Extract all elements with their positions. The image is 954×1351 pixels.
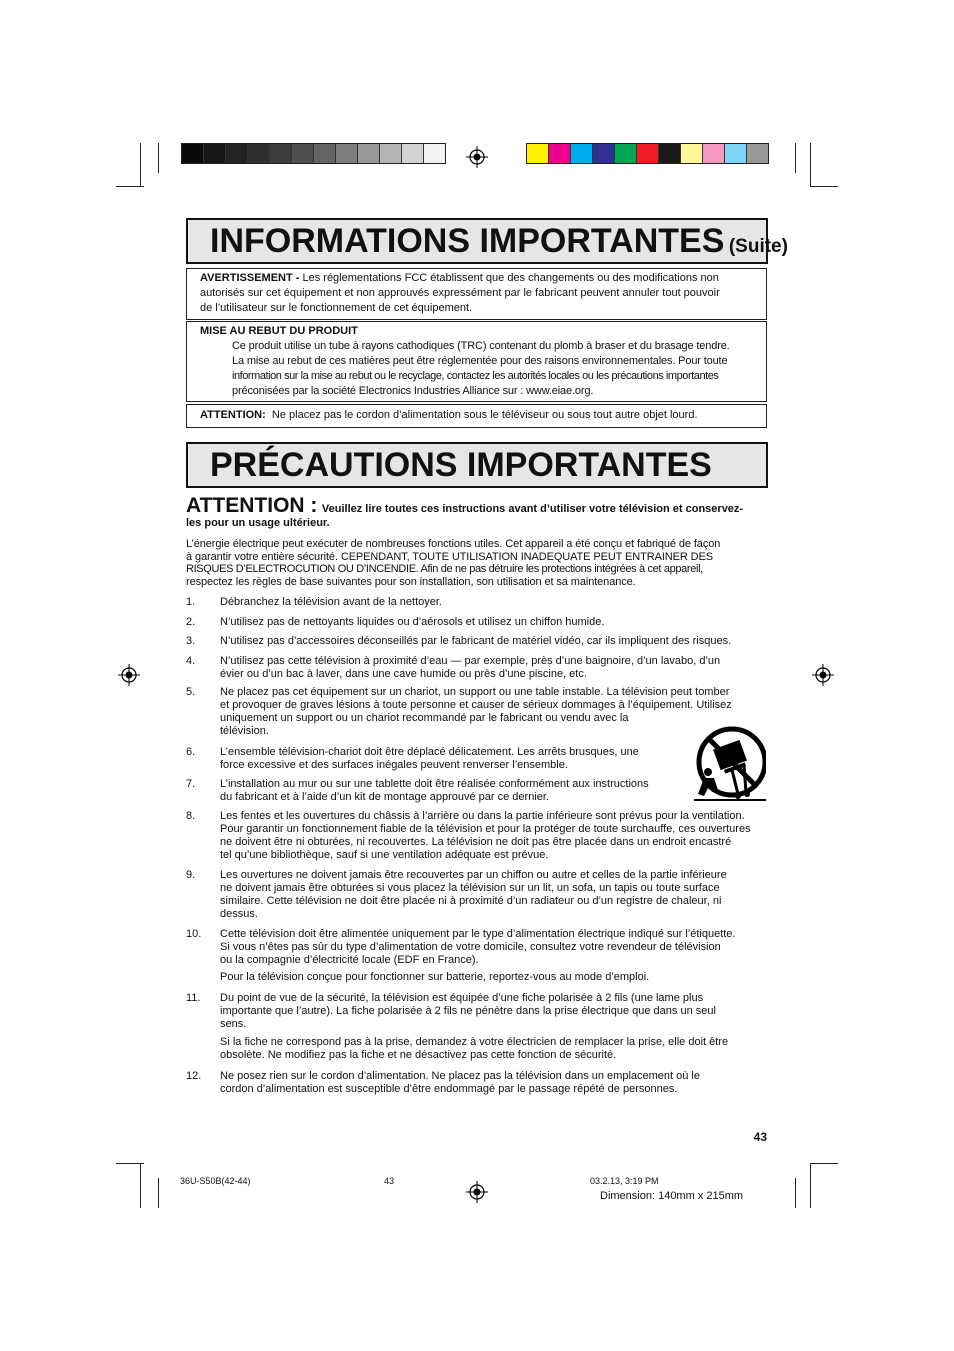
warning-label: AVERTISSEMENT - <box>200 272 300 284</box>
list-item-line: Ne posez rien sur le cordon d’alimentation. Ne placez pas la télévision dans un emplacement où le <box>220 1070 700 1082</box>
intro-line: RISQUES D’ELECTROCUTION OU D’INCENDIE. Afin de ne pas détruire les protections intégrées à cet appareil, <box>186 563 703 575</box>
warning-text: autorisés sur cet équipement et non approuvés expressément par le fabricant peuvent annuler tout pouvoir <box>200 287 720 299</box>
color-swatch <box>402 144 424 163</box>
color-swatch <box>226 144 248 163</box>
crop-mark <box>140 1163 141 1208</box>
color-swatch <box>725 144 747 163</box>
list-item-text <box>220 635 731 648</box>
section-header-informations <box>186 218 788 264</box>
list-item-text <box>220 971 649 984</box>
color-swatch <box>182 144 204 163</box>
color-swatch <box>380 144 402 163</box>
list-item-number: 9. <box>186 869 196 881</box>
list-item-text <box>220 655 720 681</box>
list-item-text <box>220 616 604 629</box>
color-swatch <box>336 144 358 163</box>
page-number: 43 <box>753 1130 767 1144</box>
crop-mark <box>116 186 144 187</box>
color-swatch <box>571 144 593 163</box>
list-item-line: Si la fiche ne correspond pas à la prise, demandez à votre électricien de remplacer la prise, elle doit être <box>220 1036 729 1048</box>
color-swatch <box>549 144 571 163</box>
crop-mark <box>810 186 838 187</box>
warning-text: de l’utilisateur sur le fonctionnement de cet équipement. <box>200 302 473 314</box>
intro-line: L’énergie électrique peut exécuter de nombreuses fonctions utiles. Cet appareil a été conçu et fabriqué de façon <box>186 538 721 550</box>
list-item-text <box>220 746 639 772</box>
registration-mark-icon <box>118 664 140 686</box>
list-item-line: Pour la télévision conçue pour fonctionner sur batterie, reportez-vous au mode d’emploi. <box>220 971 650 983</box>
color-swatch <box>527 144 549 163</box>
disposal-text: Ce produit utilise un tube à rayons cathodiques (TRC) contenant du plomb à braser et du brasage tendre. <box>232 340 730 352</box>
list-item-line: ne doivent jamais être obturées si vous placez la télévision sur un lit, un sofa, un tapis ou toute surface <box>220 882 720 894</box>
color-swatch <box>358 144 380 163</box>
disposal-text: préconisées par la société Electronics Industries Alliance sur : www.eiae.org. <box>232 385 594 397</box>
list-item-number: 2. <box>186 616 196 628</box>
list-item-text <box>220 1070 700 1096</box>
list-item-line: évier ou d’un bac à laver, dans une cave humide ou près d’une piscine, etc. <box>220 668 587 680</box>
list-item-text <box>220 596 442 609</box>
section-title: PRÉCAUTIONS IMPORTANTES <box>210 446 712 484</box>
disposal-text: information sur la mise au rebut ou le recyclage, contactez les autorités locales ou les précautions importantes <box>232 370 719 382</box>
attention-heading-text: Veuillez lire toutes ces instructions avant d’utiliser votre télévision et conservez- <box>321 503 744 515</box>
color-swatch <box>615 144 637 163</box>
attention-text: Ne placez pas le cordon d’alimentation sous le téléviseur ou sous tout autre objet lourd. <box>271 409 698 421</box>
list-item-number: 5. <box>186 686 196 698</box>
list-item-line: Du point de vue de la sécurité, la télévision est équipée d’une fiche polarisée à 2 fils (une lame plus <box>220 992 704 1004</box>
color-swatch <box>270 144 292 163</box>
list-item-text <box>220 1036 728 1062</box>
footer-document-code: 36U-S50B(42-44) <box>180 1176 251 1186</box>
attention-box <box>186 404 767 428</box>
crop-mark <box>795 1178 796 1208</box>
list-item-line: N’utilisez pas d’accessoires déconseillés par le fabricant de matériel vidéo, car ils impliquent des risques. <box>220 635 732 647</box>
list-item-line: ne doivent être ni obturées, ni recouvertes. La télévision ne doit pas être placée dans un endroit encastré <box>220 836 732 848</box>
list-item-line: force excessive et des surfaces inégales peuvent renverser l’ensemble. <box>220 759 568 771</box>
list-item-number: 4. <box>186 655 196 667</box>
list-item-line: Pour garantir un fonctionnement fiable de la télévision et pour la protéger de toute surchauffe, ces ouvertures <box>220 823 751 835</box>
list-item-line: Cette télévision doit être alimentée uniquement par le type d’alimentation électrique indiqué sur l’étiquette. <box>220 928 736 940</box>
list-item-text <box>220 686 732 738</box>
list-item-line: N’utilisez pas de nettoyants liquides ou d’aérosols et utilisez un chiffon humide. <box>220 616 605 628</box>
intro-paragraph <box>186 538 768 588</box>
color-calibration-bar <box>526 143 769 164</box>
crop-mark <box>158 143 159 173</box>
list-item-line: tel qu’une bibliothèque, sauf si une ventilation adéquate est prévue. <box>220 849 549 861</box>
fcc-warning-box <box>186 268 767 320</box>
list-item-line: et provoquer de graves lésions à toute personne et causer de sérieux dommages à l’équipement. Utilisez <box>220 699 732 711</box>
warning-text: Les réglementations FCC établissent que des changements ou des modifications non <box>302 272 719 284</box>
list-item-line: uniquement un support ou un chariot recommandé par le fabricant ou vendu avec la <box>220 712 629 724</box>
precautions-list <box>186 596 768 1101</box>
list-item-text <box>220 928 735 967</box>
attention-heading-text: les pour un usage ultérieur. <box>186 517 330 529</box>
list-item-line: télévision. <box>220 725 269 737</box>
section-title-suffix: (Suite) <box>728 236 788 257</box>
color-swatch <box>659 144 681 163</box>
intro-line: respectez les règles de base suivantes pour son installation, son utilisation et sa maintenance. <box>186 575 636 588</box>
registration-mark-icon <box>466 146 488 168</box>
list-item-line: obsolète. Ne modifiez pas la fiche et ne désactivez pas cette fonction de sécurité. <box>220 1049 617 1061</box>
list-item-line: Les ouvertures ne doivent jamais être recouvertes par un chiffon ou autre et celles de la partie inférieure <box>220 869 727 881</box>
color-swatch <box>681 144 703 163</box>
list-item-line: du fabricant et à l’aide d’un kit de montage approuvé par ce dernier. <box>220 791 549 803</box>
crop-mark <box>795 143 796 173</box>
crop-mark <box>158 1178 159 1208</box>
disposal-text: La mise au rebut de ces matières peut être réglementée pour des raisons environnementales. Pour toute <box>232 355 728 367</box>
crop-mark <box>140 143 141 186</box>
color-swatch <box>204 144 226 163</box>
color-swatch <box>593 144 615 163</box>
color-swatch <box>637 144 659 163</box>
section-header-precautions <box>186 442 768 488</box>
crop-mark <box>810 1163 838 1164</box>
section-title: INFORMATIONS IMPORTANTES <box>210 222 725 260</box>
list-item-number: 10. <box>186 928 202 940</box>
list-item-line: L’ensemble télévision-chariot doit être déplacé délicatement. Les arrêts brusques, une <box>220 746 639 758</box>
list-item-number: 11. <box>186 992 201 1004</box>
color-swatch <box>314 144 336 163</box>
list-item-number: 8. <box>186 810 196 822</box>
list-item-line: similaire. Cette télévision ne doit être placée ni à proximité d’un radiateur ou d’un registre de chaleur, ni <box>220 895 722 907</box>
list-item-line: L’installation au mur ou sur une tablette doit être réalisée conformément aux instructions <box>220 778 649 790</box>
list-item-line: sens. <box>220 1018 247 1030</box>
list-item-line: cordon d’alimentation est susceptible d’être endommagé par le passage répété de personnes. <box>220 1083 678 1095</box>
footer-dimension: Dimension: 140mm x 215mm <box>600 1190 744 1202</box>
list-item-number: 1. <box>186 596 196 608</box>
list-item-line: ou la compagnie d’électricité locale (EDF en France). <box>220 954 479 966</box>
color-swatch <box>424 144 445 163</box>
attention-heading <box>186 494 768 518</box>
disposal-label: MISE AU REBUT DU PRODUIT <box>200 325 358 337</box>
cart-tipover-warning-icon <box>694 724 766 804</box>
list-item-line: Débranchez la télévision avant de la nettoyer. <box>220 596 442 608</box>
intro-line: à garantir votre entière sécurité. CEPENDANT, TOUTE UTILISATION INADEQUATE PEUT ENTRAINER DES <box>186 550 713 563</box>
footer-date: 03.2.13, 3:19 PM <box>590 1176 659 1186</box>
crop-mark <box>810 143 811 186</box>
list-item-number: 3. <box>186 635 196 647</box>
list-item-line: Les fentes et les ouvertures du châssis à l’arrière ou dans la partie inférieure sont prévus pour la ventilation. <box>220 810 745 822</box>
color-swatch <box>248 144 270 163</box>
list-item-line: importante que l’autre). La fiche polarisée à 2 fils ne pénètre dans la prise électrique que dans un seul <box>220 1005 716 1017</box>
list-item-number: 6. <box>186 746 196 758</box>
list-item-text <box>220 992 716 1031</box>
color-swatch <box>292 144 314 163</box>
list-item-line: dessus. <box>220 908 258 920</box>
color-swatch <box>703 144 725 163</box>
attention-label: ATTENTION: <box>200 409 266 421</box>
list-item-line: Si vous n’êtes pas sûr du type d’alimentation de votre domicile, consultez votre revendeur de télévision <box>220 941 721 953</box>
list-item-text <box>220 810 751 862</box>
list-item-text <box>220 778 649 804</box>
crop-mark <box>810 1163 811 1208</box>
list-item-line: Ne placez pas cet équipement sur un chariot, un support ou une table instable. La télévision peut tomber <box>220 686 730 698</box>
color-swatch <box>747 144 768 163</box>
registration-mark-icon <box>812 664 834 686</box>
footer-page: 43 <box>384 1176 395 1186</box>
list-item-number: 12. <box>186 1070 202 1082</box>
gray-calibration-bar <box>181 143 446 164</box>
list-item-line: N’utilisez pas cette télévision à proximité d’eau — par exemple, près d’une baignoire, d’un lavabo, d’un <box>220 655 721 667</box>
registration-mark-icon <box>466 1181 488 1203</box>
list-item-number: 7. <box>186 778 196 790</box>
disposal-box <box>186 321 767 402</box>
list-item-text <box>220 869 727 921</box>
attention-heading-label: ATTENTION : <box>186 494 318 517</box>
